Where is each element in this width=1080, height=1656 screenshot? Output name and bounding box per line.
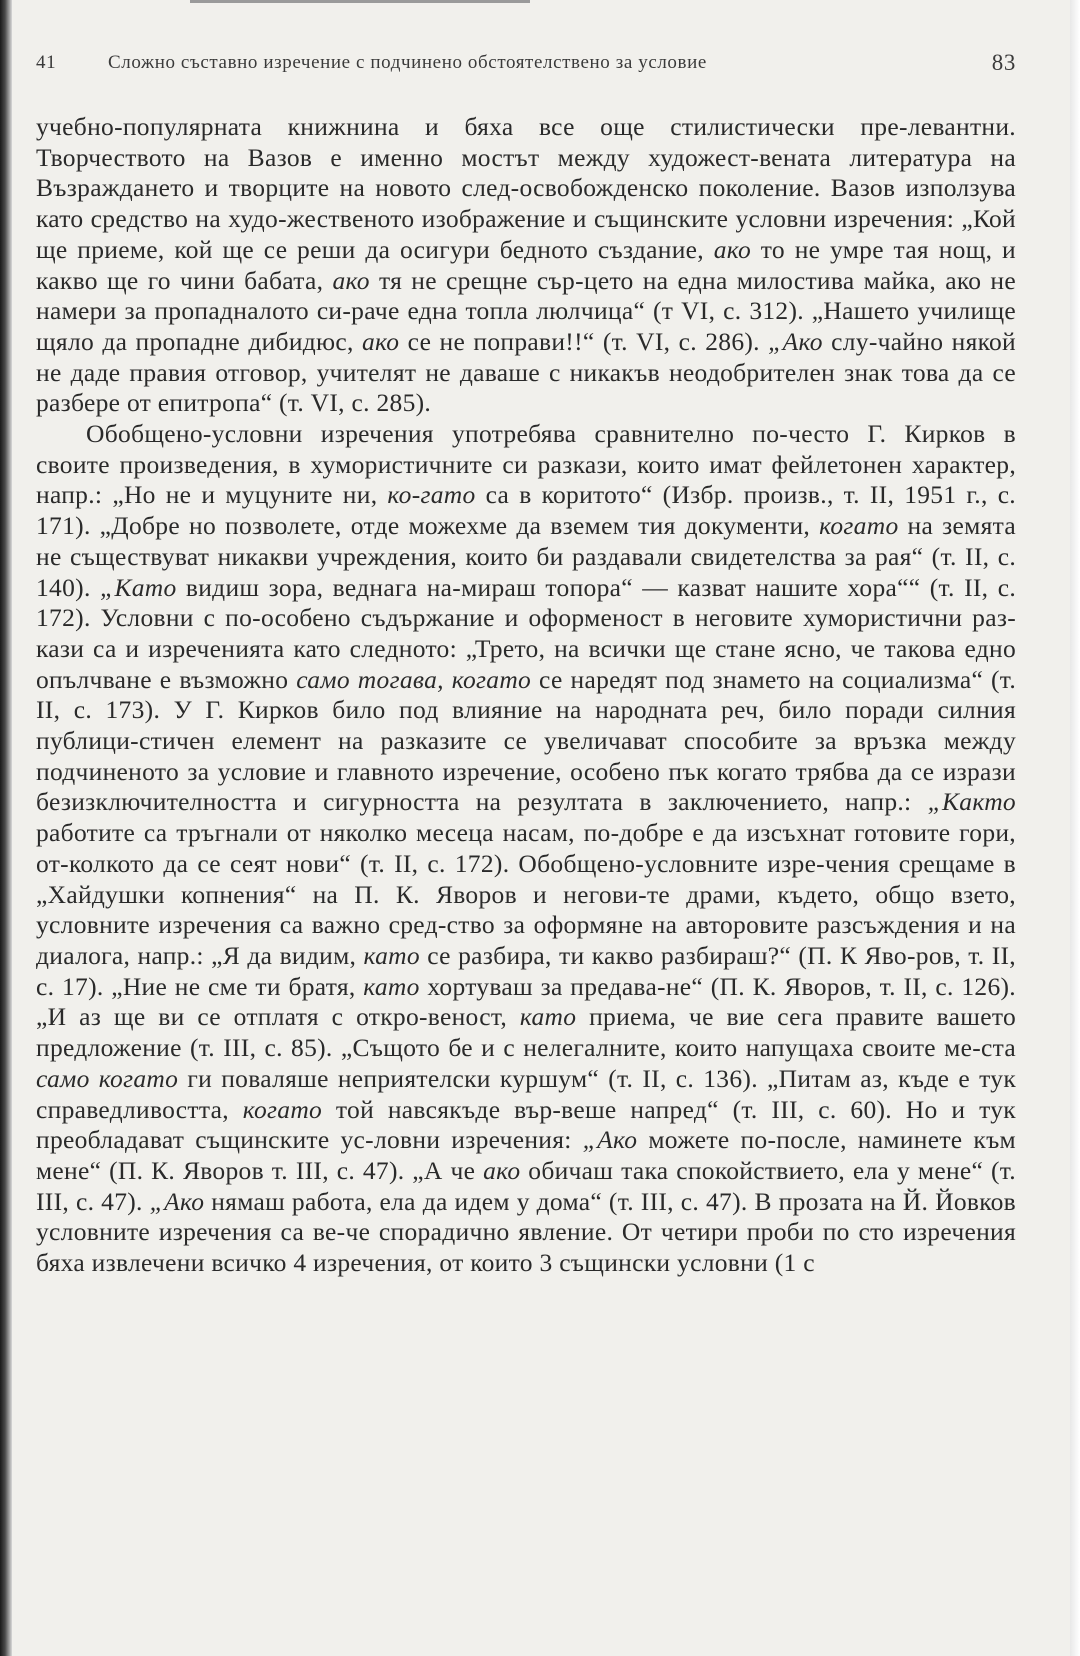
text-run: хортуваш за предава-не“ (П. К. Яворов, т. II, с. 126). „И аз ще ви се отплатя с откро-веност, [36,971,1016,1032]
italic-conjunction: „Ако [149,1186,205,1216]
text-run: то не умре тая нощ, и какво ще го чини бабата, [36,234,1017,295]
italic-conjunction: когато [242,1094,323,1124]
italic-conjunction: „Както [927,787,1016,817]
text-run: нямаш работа, ела да идем у дома“ (т. III, с. 47). В прозата на Й. Йовков условните изречения са ве-че спорадично явление. От четири проби по сто изречения бяха извлечени всичко 4 изречения, от които 3 същински условни (1 с [36,1186,1016,1278]
text-run: обичаш така спокойствието, ела у мене“ (т. III, с. 47). [36,1155,1016,1216]
italic-conjunction: ко-гато [387,480,476,510]
text-run: ги поваляше неприятелски куршум“ (т. II, с. 136). „Питам аз, къде е тук справедливостта, [36,1063,1017,1124]
text-run: са в коритото“ (Избр. произв., т. II, 1951 г., с. 171). „Добре но позволете, отде можехме да вземем тия документи, [36,480,1016,541]
text-run: учебно-популярната книжнина и бяха все още стилистически пре-левантни. Творчеството на Вазов е именно мостът между художест-вената литература на Възраждането и творците на новото след-освобожденско поколение. Вазов използува като средство на худо-жественото изображение и същинските условни изречения: „Кой ще приеме, кой ще се реши да осигури бедното създание, [36,112,1016,264]
section-number: 41 [36,52,57,73]
italic-conjunction: ако [332,265,370,295]
top-rule [190,0,530,3]
italic-conjunction: „Ако [582,1125,638,1155]
italic-conjunction: като [363,971,420,1001]
text-run: приема, че вие сега правите вашето предложение (т. III, с. 85). „Същото бе и с нелегалните, които напущаха своите ме-ста [36,1002,1016,1063]
italic-conjunction: само тогава, когато [296,664,532,694]
running-title: Сложно съставно изречение с подчинено обстоятелствено за условие [108,52,707,73]
italic-conjunction: ако [362,326,400,356]
italic-conjunction: „Ако [768,326,823,356]
italic-conjunction: „Като [99,572,177,602]
text-run: слу-чайно някой не даде правия отговор, учителят не даваше с никакъв неодобрителен знак това да се разбере от епитропа“ (т. VI, с. 285). [36,326,1016,418]
scan-binding-edge [0,0,12,1656]
text-run: работите са тръгнали от няколко месеца насам, по-добре е да изсъхнат готовите гори, от-колкото да се сеят нови“ (т. II, с. 172). Обобщено-условните изре-чения срещаме в „Хайдушки копнения“ на П. К. Яворов и негови-те драми, където, общо взето, условните изречения са важно сред-ство за оформяне на авторовите разсъждения и на диалога, напр.: „Я да видим, [36,818,1016,970]
paragraph-1 [36,112,1016,419]
text-run: той навсякъде вър-веше напред“ (т. III, с. 60). Но и тук преобладават същинските ус-ловни изречения: [36,1094,1016,1155]
running-header [36,50,1016,80]
text-run: Обобщено-условни изречения употребява сравнително по-често Г. Кирков в своите произведения, в хумористичните си разкази, които имат фейлетонен характер, напр.: „Но не и муцуните ни, [36,419,1016,510]
page-number: 83 [991,50,1016,75]
italic-conjunction: ако [483,1155,521,1185]
text-run: се наредят под знамето на социализма“ (т. II, с. 173). У Г. Кирков било под влияние на народната реч, било поради силния публици-стичен елемент на разказите се увеличават способите за връзка между подчиненото за условие и главното изречение, особено пък когато трябва да се изрази безизключителността и сигурността на резултата в заключението, напр.: [36,664,1017,817]
page-right-edge [1070,0,1080,1656]
italic-conjunction: само когато [36,1063,179,1093]
italic-conjunction: когато [819,511,899,541]
italic-conjunction: като [519,1002,577,1032]
text-run: тя не срещне сър-цето на една милостива майка, ако не намери за пропадналото си-раче една топла люлчица“ (т VI, с. 312). „Нашето училище щяло да пропадне дибидюс, [36,265,1016,356]
italic-conjunction: ако [713,234,752,264]
body-text [36,112,1016,1279]
text-run: видиш зора, веднага на-мираш топора“ — казват нашите хора““ (т. II, с. 172). Условни с по-особено съдържание и оформеност в неговите хумористични раз-кази са и изреченията като следното: „Трето, на всички ще стане ясно, че такова едно опълчване е възможно [36,572,1016,694]
text-run: се разбира, ти какво разбираш?“ (П. К Яво-ров, т. II, с. 17). „Ние не сме ти братя, [36,940,1016,1001]
text-run: можете по-после, наминете към мене“ (П. К. Яворов т. III, с. 47). „А че [36,1125,1016,1185]
paragraph-2 [36,419,1016,1279]
text-run: на земята не съществуват никакви учреждения, които би раздавали свидетелства за рая“ (т. II, с. 140). [36,511,1016,602]
italic-conjunction: като [363,940,420,970]
text-run: се не поправи!!“ (т. VI, с. 286). [399,326,769,356]
